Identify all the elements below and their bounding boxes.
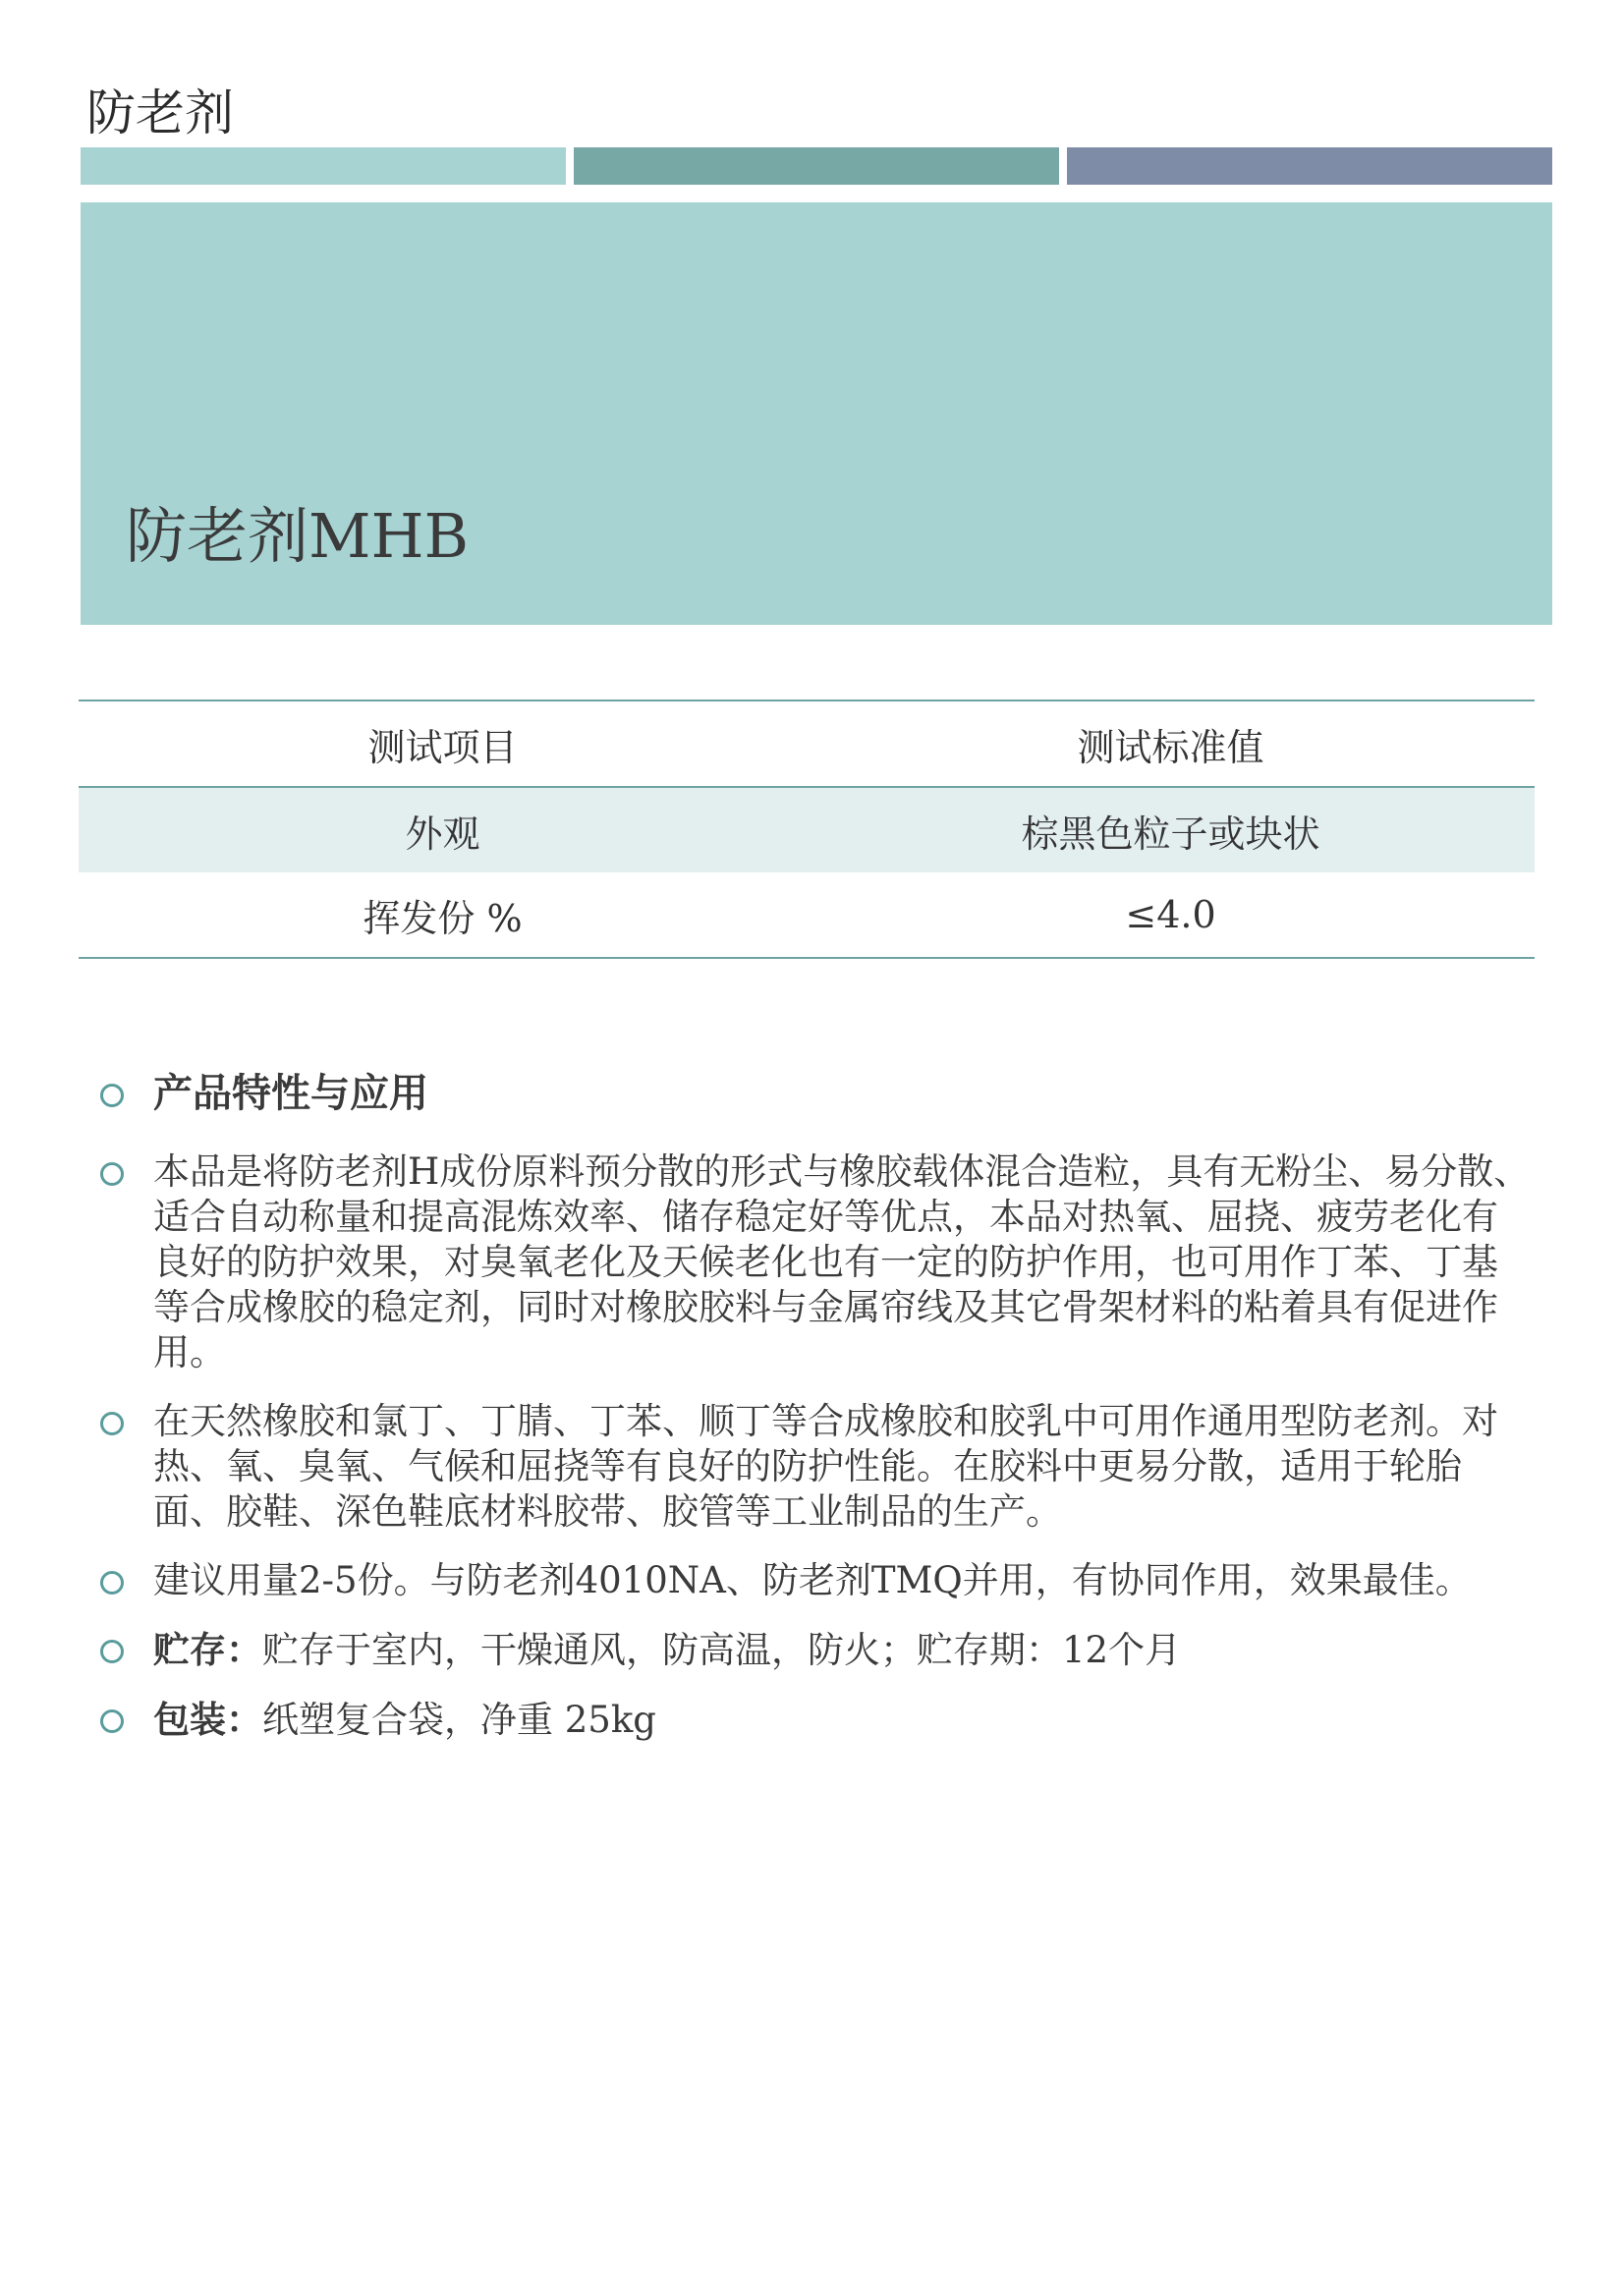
- list-item: [98, 1071, 1533, 1116]
- circle-bullet-icon: [100, 1571, 124, 1595]
- spec-table: [79, 700, 1535, 959]
- features-paragraph-3: 建议用量2-5份。与防老剂4010NA、防老剂TMQ并用，有协同作用，效果最佳。: [153, 1559, 1472, 1601]
- circle-bullet-icon: [100, 1709, 124, 1733]
- table-row: [79, 872, 1535, 958]
- circle-bullet-icon: [100, 1412, 124, 1435]
- header-stripe-3: [1067, 147, 1552, 185]
- features-heading: 产品特性与应用: [153, 1070, 428, 1116]
- header-stripe-1: [81, 147, 566, 185]
- row-appearance-item: 外观: [79, 787, 807, 872]
- header-stripe-2: [574, 147, 1059, 185]
- row-appearance-value: 棕黑色粒子或块状: [807, 787, 1535, 872]
- circle-bullet-icon: [100, 1640, 124, 1663]
- product-title: 防老剂MHB: [126, 500, 470, 572]
- list-item: [98, 1697, 1533, 1743]
- features-paragraph-2: 在天然橡胶和氯丁、丁腈、丁苯、顺丁等合成橡胶和胶乳中可用作通用型防老剂。对热、氧、臭氧、气候和屈挠等有良好的防护性能。在胶料中更易分散，适用于轮胎面、胶鞋、深色鞋底材料胶带、胶管等工业制品的生产。: [153, 1400, 1498, 1533]
- title-banner: [81, 202, 1552, 625]
- circle-bullet-icon: [100, 1084, 124, 1107]
- list-item: [98, 1149, 1533, 1375]
- packaging-label: 包装：: [153, 1698, 262, 1741]
- circle-bullet-icon: [100, 1162, 124, 1186]
- list-item: [98, 1558, 1533, 1603]
- header-standard-value: 测试标准值: [807, 700, 1535, 787]
- list-item: [98, 1627, 1533, 1673]
- storage-label: 贮存：: [153, 1628, 262, 1671]
- features-list: [98, 1071, 1533, 1766]
- table-row: [79, 787, 1535, 872]
- storage-text: 贮存于室内，干燥通风，防高温，防火；贮存期：12个月: [262, 1629, 1182, 1671]
- features-paragraph-1: 本品是将防老剂H成份原料预分散的形式与橡胶载体混合造粒，具有无粉尘、易分散、适合自动称量和提高混炼效率、储存稳定好等优点，本品对热氧、屈挠、疲劳老化有良好的防护效果，对臭氧老化及天候老化也有一定的防护作用，也可用作丁苯、丁基等合成橡胶的稳定剂，同时对橡胶胶料与金属帘线及其它骨架材料的粘着具有促进作用。: [153, 1150, 1531, 1373]
- packaging-text: 纸塑复合袋，净重 25kg: [262, 1699, 656, 1741]
- row-volatile-item: 挥发份 %: [79, 872, 807, 958]
- table-header-row: [79, 700, 1535, 787]
- header-test-item: 测试项目: [79, 700, 807, 787]
- row-volatile-value: ≤4.0: [807, 872, 1535, 958]
- header-label: 防老剂: [86, 84, 234, 141]
- list-item: [98, 1399, 1533, 1535]
